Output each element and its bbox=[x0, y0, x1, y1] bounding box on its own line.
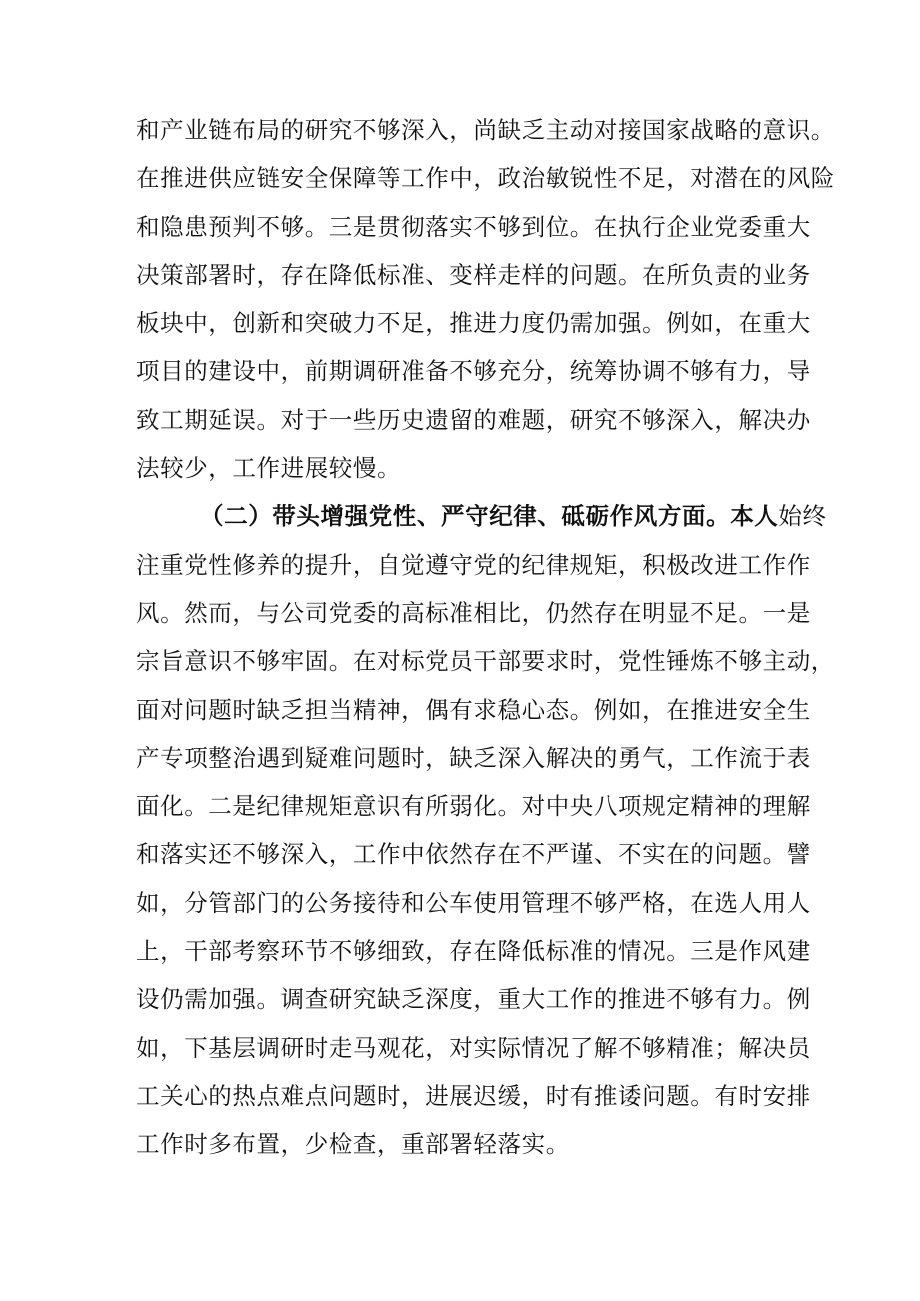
heading-line-continuation: 始终 bbox=[778, 502, 827, 531]
text-line: 设仍需加强。调查研究缺乏深度，重大工作的推进不够有力。例 bbox=[136, 985, 811, 1014]
text-line: 项目的建设中，前期调研准备不够充分，统筹协调不够有力，导 bbox=[136, 357, 811, 386]
text-line: 和产业链布局的研究不够深入，尚缺乏主动对接国家战略的意识。 bbox=[136, 116, 835, 144]
text-line: 板块中，创新和突破力不足，推进力度仍需加强。例如，在重大 bbox=[136, 309, 811, 338]
section-heading: （二）带头增强党性、严守纪律、砥砺作风方面。本人 bbox=[200, 502, 779, 531]
text-line: 法较少，工作进展较慢。 bbox=[136, 454, 402, 483]
text-line: 注重党性修养的提升，自觉遵守党的纪律规矩，积极改进工作作 bbox=[136, 550, 811, 579]
text-line: 如，下基层调研时走马观花，对实际情况了解不够精准；解决员 bbox=[136, 1033, 811, 1062]
text-line: 工作时多布置，少检查，重部署轻落实。 bbox=[136, 1130, 570, 1159]
text-line: 宗旨意识不够牢固。在对标党员干部要求时，党性锤炼不够主动， bbox=[136, 647, 835, 676]
text-line: 产专项整治遇到疑难问题时，缺乏深入解决的勇气，工作流于表 bbox=[136, 743, 811, 772]
paragraph-1 bbox=[136, 106, 835, 492]
text-line: 风。然而，与公司党委的高标准相比，仍然存在明显不足。一是 bbox=[136, 598, 811, 627]
text-line: 致工期延误。对于一些历史遗留的难题，研究不够深入，解决办 bbox=[136, 405, 811, 434]
text-line: 如，分管部门的公务接待和公车使用管理不够严格，在选人用人 bbox=[136, 888, 811, 917]
text-line: 面对问题时缺乏担当精神，偶有求稳心态。例如，在推进安全生 bbox=[136, 695, 811, 724]
text-line: 工关心的热点难点问题时，进展迟缓，时有推诿问题。有时安排 bbox=[136, 1081, 811, 1110]
section-heading-line bbox=[136, 492, 827, 540]
text-line: 面化。二是纪律规矩意识有所弱化。对中央八项规定精神的理解 bbox=[136, 792, 811, 821]
text-line: 上，干部考察环节不够细致，存在降低标准的情况。三是作风建 bbox=[136, 937, 811, 966]
text-line: 和落实还不够深入，工作中依然存在不严谨、不实在的问题。譬 bbox=[136, 840, 811, 869]
paragraph-2 bbox=[136, 492, 835, 1168]
text-line: 和隐患预判不够。三是贯彻落实不够到位。在执行企业党委重大 bbox=[136, 212, 811, 241]
text-line: 决策部署时，存在降低标准、变样走样的问题。在所负责的业务 bbox=[136, 260, 811, 289]
text-line: 在推进供应链安全保障等工作中，政治敏锐性不足，对潜在的风险 bbox=[136, 164, 835, 193]
body-text bbox=[136, 106, 835, 1169]
